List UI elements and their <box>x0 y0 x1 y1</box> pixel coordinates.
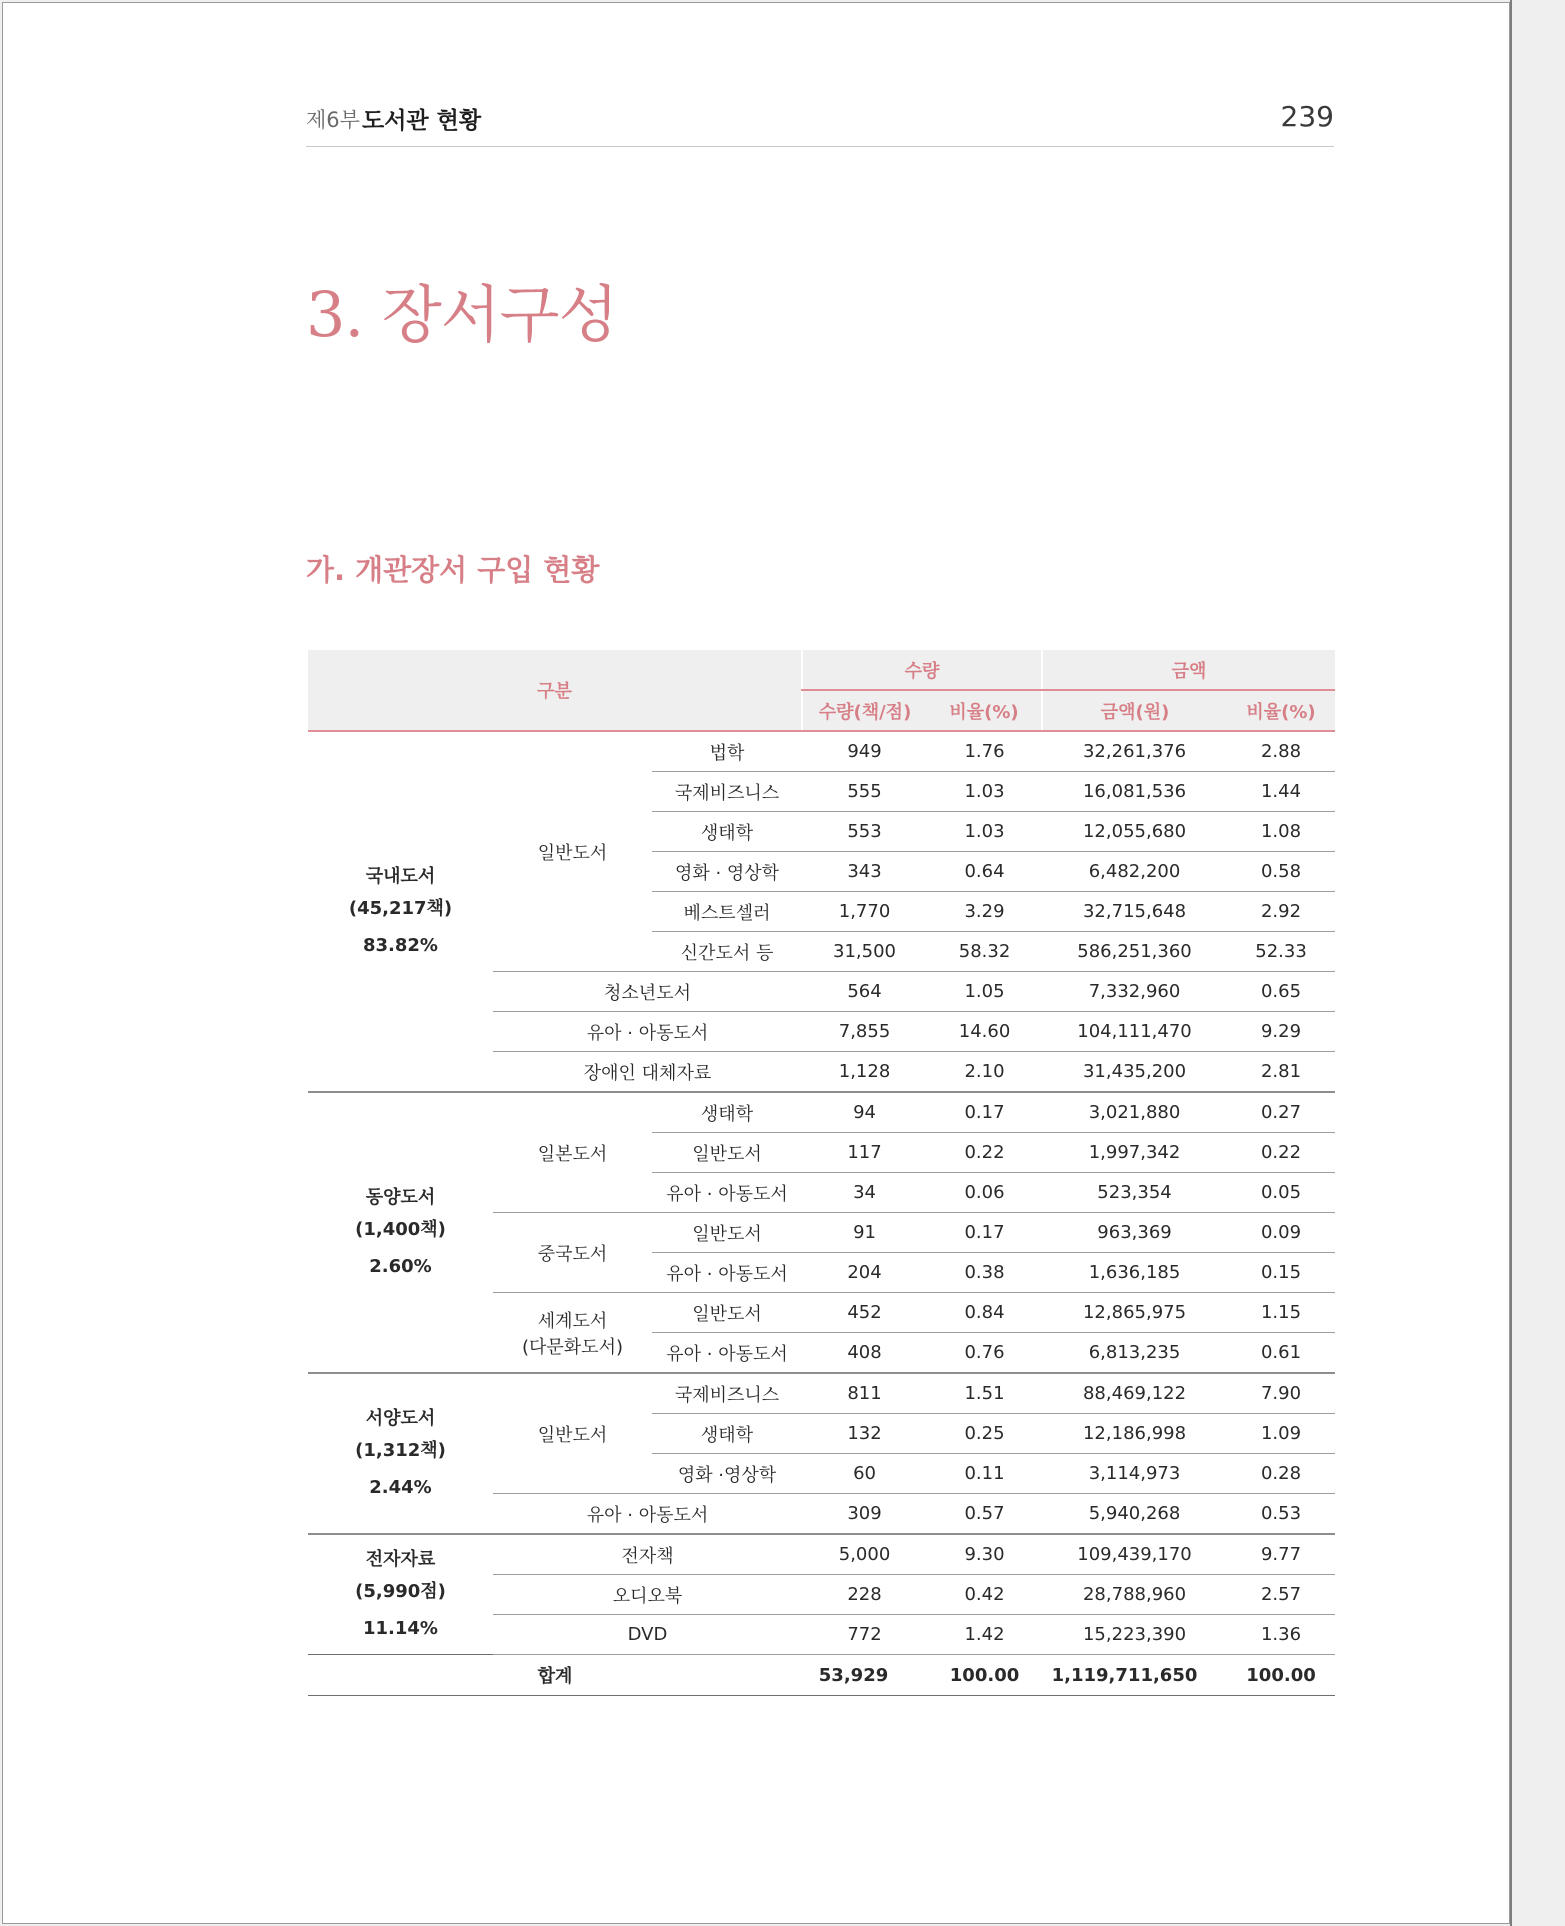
row-label: 신간도서 등 <box>652 932 802 972</box>
header-category: 구분 <box>308 650 802 731</box>
row-amount-ratio: 0.27 <box>1227 1092 1335 1133</box>
total-label: 합계 <box>308 1655 802 1696</box>
running-header <box>306 100 1334 147</box>
total-row <box>308 1655 1335 1696</box>
row-quantity: 309 <box>802 1494 927 1535</box>
group-name: 전자자료 <box>365 1549 436 1571</box>
row-amount-ratio: 2.81 <box>1227 1052 1335 1093</box>
row-label: 생태학 <box>652 812 802 852</box>
row-amount: 31,435,200 <box>1042 1052 1227 1093</box>
row-quantity-ratio: 9.30 <box>927 1534 1042 1575</box>
row-quantity: 60 <box>802 1454 927 1494</box>
row-quantity-ratio: 0.42 <box>927 1575 1042 1615</box>
row-amount-ratio: 0.15 <box>1227 1253 1335 1293</box>
row-amount-ratio: 0.28 <box>1227 1454 1335 1494</box>
book-purchase-table <box>308 650 1335 1696</box>
row-quantity: 564 <box>802 972 927 1012</box>
row-quantity-ratio: 1.03 <box>927 812 1042 852</box>
row-quantity: 204 <box>802 1253 927 1293</box>
row-amount: 109,439,170 <box>1042 1534 1227 1575</box>
row-label: 영화 · 영상학 <box>652 852 802 892</box>
row-label: 장애인 대체자료 <box>493 1052 802 1093</box>
row-amount: 15,223,390 <box>1042 1615 1227 1655</box>
row-amount: 12,055,680 <box>1042 812 1227 852</box>
row-amount: 7,332,960 <box>1042 972 1227 1012</box>
header-amount-group: 금액 <box>1042 650 1335 690</box>
group-count: (5,990점) <box>355 1580 446 1602</box>
group-name: 서양도서 <box>365 1408 436 1430</box>
group-share: 11.14% <box>363 1618 438 1640</box>
row-amount: 12,186,998 <box>1042 1414 1227 1454</box>
row-label: 일반도서 <box>652 1133 802 1173</box>
row-amount: 3,021,880 <box>1042 1092 1227 1133</box>
total-amount: 1,119,711,650 <box>1042 1655 1227 1696</box>
row-amount-ratio: 0.53 <box>1227 1494 1335 1535</box>
row-amount: 5,940,268 <box>1042 1494 1227 1535</box>
row-quantity-ratio: 0.17 <box>927 1213 1042 1253</box>
row-amount-ratio: 9.29 <box>1227 1012 1335 1052</box>
row-label: 전자책 <box>493 1534 802 1575</box>
row-label: 국제비즈니스 <box>652 1373 802 1414</box>
row-quantity-ratio: 1.76 <box>927 731 1042 772</box>
row-quantity-ratio: 2.10 <box>927 1052 1042 1093</box>
row-amount: 586,251,360 <box>1042 932 1227 972</box>
row-label: DVD <box>493 1615 802 1655</box>
row-quantity: 408 <box>802 1333 927 1374</box>
row-quantity-ratio: 0.76 <box>927 1333 1042 1374</box>
row-quantity-ratio: 3.29 <box>927 892 1042 932</box>
row-quantity-ratio: 0.57 <box>927 1494 1042 1535</box>
row-amount: 12,865,975 <box>1042 1293 1227 1333</box>
group-cell-west <box>308 1373 493 1534</box>
group-share: 2.44% <box>369 1477 432 1499</box>
total-amount-ratio: 100.00 <box>1227 1655 1335 1696</box>
table-row <box>308 731 1335 772</box>
header-quantity: 수량(책/점) <box>802 690 927 731</box>
row-amount-ratio: 1.36 <box>1227 1615 1335 1655</box>
row-quantity: 7,855 <box>802 1012 927 1052</box>
row-quantity-ratio: 1.03 <box>927 772 1042 812</box>
subgroup-cell: 일반도서 <box>493 731 652 972</box>
row-quantity: 5,000 <box>802 1534 927 1575</box>
row-label: 유아 · 아동도서 <box>652 1173 802 1213</box>
header-part: 제6부 <box>306 108 360 132</box>
row-quantity: 949 <box>802 731 927 772</box>
row-amount-ratio: 9.77 <box>1227 1534 1335 1575</box>
row-quantity: 1,770 <box>802 892 927 932</box>
group-share: 83.82% <box>363 935 438 957</box>
group-cell-east <box>308 1092 493 1373</box>
header-amount: 금액(원) <box>1042 690 1227 731</box>
table-row <box>308 1373 1335 1414</box>
row-amount: 1,997,342 <box>1042 1133 1227 1173</box>
row-amount-ratio: 2.57 <box>1227 1575 1335 1615</box>
row-amount-ratio: 52.33 <box>1227 932 1335 972</box>
group-count: (45,217책) <box>348 897 453 919</box>
total-quantity: 53,929 <box>802 1655 927 1696</box>
row-amount-ratio: 0.65 <box>1227 972 1335 1012</box>
row-label: 일반도서 <box>652 1213 802 1253</box>
header-amount-ratio: 비율(%) <box>1227 690 1335 731</box>
row-quantity-ratio: 1.42 <box>927 1615 1042 1655</box>
row-amount: 32,261,376 <box>1042 731 1227 772</box>
table-row <box>308 1092 1335 1133</box>
row-label: 일반도서 <box>652 1293 802 1333</box>
row-amount-ratio: 1.44 <box>1227 772 1335 812</box>
row-amount: 28,788,960 <box>1042 1575 1227 1615</box>
row-quantity-ratio: 14.60 <box>927 1012 1042 1052</box>
page-edge <box>1510 0 1512 1926</box>
row-quantity: 553 <box>802 812 927 852</box>
row-amount-ratio: 0.22 <box>1227 1133 1335 1173</box>
row-amount: 104,111,470 <box>1042 1012 1227 1052</box>
row-quantity-ratio: 1.51 <box>927 1373 1042 1414</box>
row-label: 생태학 <box>652 1414 802 1454</box>
row-quantity: 772 <box>802 1615 927 1655</box>
row-amount: 1,636,185 <box>1042 1253 1227 1293</box>
header-quantity-ratio: 비율(%) <box>927 690 1042 731</box>
row-quantity-ratio: 0.06 <box>927 1173 1042 1213</box>
row-amount: 88,469,122 <box>1042 1373 1227 1414</box>
row-label: 유아 · 아동도서 <box>652 1253 802 1293</box>
table-row <box>308 1534 1335 1575</box>
row-label: 베스트셀러 <box>652 892 802 932</box>
subgroup-cell: 일본도서 <box>493 1092 652 1213</box>
row-amount-ratio: 1.09 <box>1227 1414 1335 1454</box>
row-quantity: 555 <box>802 772 927 812</box>
row-label: 청소년도서 <box>493 972 802 1012</box>
header-title: 도서관 현황 <box>362 108 482 134</box>
group-name: 국내도서 <box>365 866 436 888</box>
group-cell-digital <box>308 1534 493 1655</box>
row-quantity: 117 <box>802 1133 927 1173</box>
row-label: 유아 · 아동도서 <box>652 1333 802 1374</box>
row-quantity: 34 <box>802 1173 927 1213</box>
group-count: (1,312책) <box>355 1439 446 1461</box>
row-quantity: 811 <box>802 1373 927 1414</box>
row-label: 영화 ·영상학 <box>652 1454 802 1494</box>
row-quantity-ratio: 1.05 <box>927 972 1042 1012</box>
group-cell-domestic <box>308 731 493 1092</box>
row-quantity: 31,500 <box>802 932 927 972</box>
group-count: (1,400책) <box>355 1218 446 1240</box>
subgroup-line-2: (다문화도서) <box>522 1336 623 1358</box>
row-amount-ratio: 1.15 <box>1227 1293 1335 1333</box>
row-quantity-ratio: 0.64 <box>927 852 1042 892</box>
row-quantity: 1,128 <box>802 1052 927 1093</box>
row-amount-ratio: 7.90 <box>1227 1373 1335 1414</box>
header-quantity-group: 수량 <box>802 650 1042 690</box>
row-amount: 523,354 <box>1042 1173 1227 1213</box>
subgroup-line-1: 세계도서 <box>537 1310 608 1332</box>
section-title: 가. 개관장서 구입 현황 <box>306 553 600 587</box>
row-quantity: 343 <box>802 852 927 892</box>
row-amount: 6,813,235 <box>1042 1333 1227 1374</box>
row-label: 유아 · 아동도서 <box>493 1494 802 1535</box>
row-label: 법학 <box>652 731 802 772</box>
row-amount-ratio: 0.09 <box>1227 1213 1335 1253</box>
row-quantity-ratio: 0.38 <box>927 1253 1042 1293</box>
row-amount-ratio: 2.88 <box>1227 731 1335 772</box>
row-quantity: 91 <box>802 1213 927 1253</box>
row-label: 생태학 <box>652 1092 802 1133</box>
row-quantity: 94 <box>802 1092 927 1133</box>
row-amount: 32,715,648 <box>1042 892 1227 932</box>
total-quantity-ratio: 100.00 <box>927 1655 1042 1696</box>
row-label: 유아 · 아동도서 <box>493 1012 802 1052</box>
row-quantity: 132 <box>802 1414 927 1454</box>
row-quantity-ratio: 0.25 <box>927 1414 1042 1454</box>
row-amount: 3,114,973 <box>1042 1454 1227 1494</box>
row-quantity: 228 <box>802 1575 927 1615</box>
row-quantity-ratio: 0.22 <box>927 1133 1042 1173</box>
row-quantity: 452 <box>802 1293 927 1333</box>
row-amount-ratio: 0.58 <box>1227 852 1335 892</box>
row-quantity-ratio: 0.84 <box>927 1293 1042 1333</box>
row-amount: 16,081,536 <box>1042 772 1227 812</box>
row-amount: 963,369 <box>1042 1213 1227 1253</box>
subgroup-cell <box>493 1293 652 1374</box>
group-share: 2.60% <box>369 1256 432 1278</box>
subgroup-cell: 중국도서 <box>493 1213 652 1293</box>
row-amount: 6,482,200 <box>1042 852 1227 892</box>
row-amount-ratio: 2.92 <box>1227 892 1335 932</box>
subgroup-cell: 일반도서 <box>493 1373 652 1494</box>
row-amount-ratio: 0.61 <box>1227 1333 1335 1374</box>
page-number: 239 <box>1280 100 1334 133</box>
row-quantity-ratio: 58.32 <box>927 932 1042 972</box>
chapter-title: 3. 장서구성 <box>306 278 618 351</box>
row-label: 국제비즈니스 <box>652 772 802 812</box>
row-label: 오디오북 <box>493 1575 802 1615</box>
row-quantity-ratio: 0.11 <box>927 1454 1042 1494</box>
group-name: 동양도서 <box>365 1187 436 1209</box>
row-amount-ratio: 0.05 <box>1227 1173 1335 1213</box>
row-amount-ratio: 1.08 <box>1227 812 1335 852</box>
row-quantity-ratio: 0.17 <box>927 1092 1042 1133</box>
